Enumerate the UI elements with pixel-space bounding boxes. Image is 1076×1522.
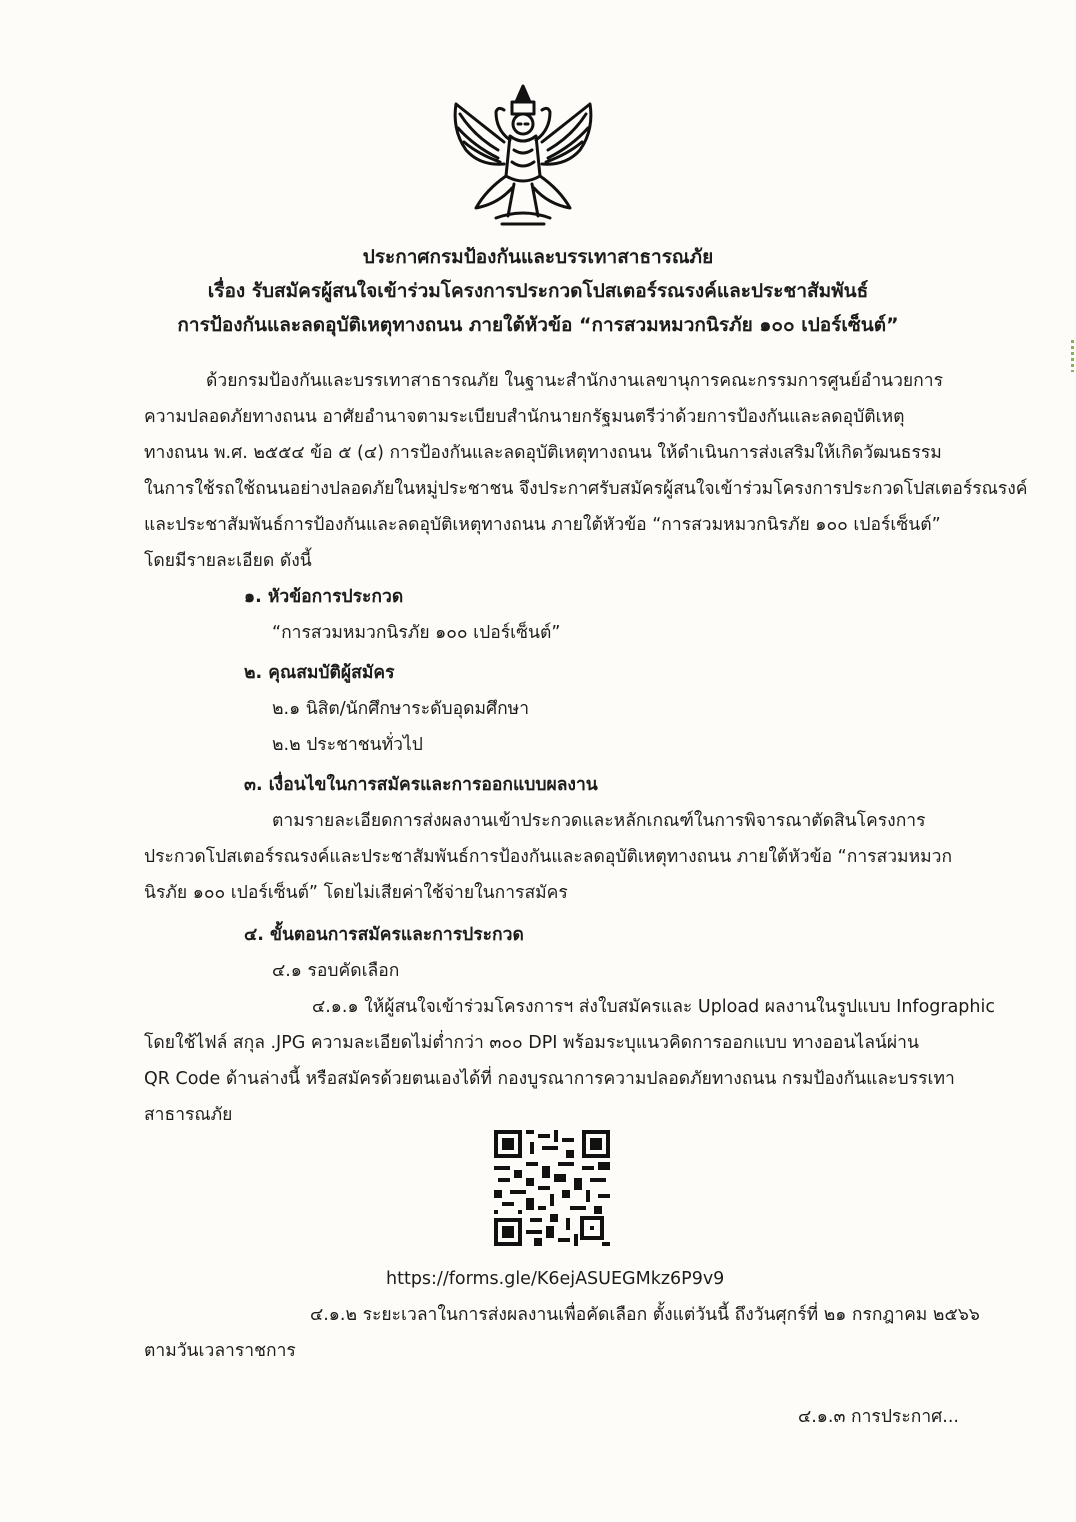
header-line-2: เรื่อง รับสมัครผู้สนใจเข้าร่วมโครงการประกวดโปสเตอร์รณรงค์และประชาสัมพันธ์ [207, 280, 869, 302]
garuda-emblem-icon [446, 80, 600, 230]
scan-edge-mark [1071, 340, 1074, 372]
section-2-item-2: ๒.๒ ประชาชนทั่วไป [272, 735, 423, 755]
section-3-line-2: ประกวดโปสเตอร์รณรงค์และประชาสัมพันธ์การป้องกันและลดอุบัติเหตุทางถนน ภายใต้หัวข้อ “การสวมหมวก [144, 847, 953, 867]
announcement-header [0, 240, 1076, 342]
intro-line-5: และประชาสัมพันธ์การป้องกันและลดอุบัติเหตุทางถนน ภายใต้หัวข้อ “การสวมหมวกนิรภัย ๑๐๐ เปอร์เซ็นต์” [144, 515, 941, 535]
intro-line-2: ความปลอดภัยทางถนน อาศัยอำนาจตามระเบียบสำนักนายกรัฐมนตรีว่าด้วยการป้องกันและลดอุบัติเหตุ [144, 407, 905, 427]
intro-line-4: ในการใช้รถใช้ถนนอย่างปลอดภัยในหมู่ประชาชน จึงประกาศรับสมัครผู้สนใจเข้าร่วมโครงการประกวดโปสเตอร์รณรงค์ [144, 479, 1028, 499]
section-4-line-3: QR Code ด้านล่างนี้ หรือสมัครด้วยตนเองได้ที่ กองบูรณาการความปลอดภัยทางถนน กรมป้องกันและบรรเทา [144, 1069, 955, 1089]
header-line-1: ประกาศกรมป้องกันและบรรเทาสาธารณภัย [362, 246, 714, 268]
section-2-heading: ๒. คุณสมบัติผู้สมัคร [244, 663, 395, 683]
section-4-heading: ๔. ขั้นตอนการสมัครและการประกวด [244, 925, 524, 945]
section-2-item-1: ๒.๑ นิสิต/นักศึกษาระดับอุดมศึกษา [272, 699, 530, 719]
section-3-heading: ๓. เงื่อนไขในการสมัครและการออกแบบผลงาน [244, 775, 598, 795]
section-4-line-2: โดยใช้ไฟล์ สกุล .JPG ความละเอียดไม่ต่ำกว่า ๓๐๐ DPI พร้อมระบุแนวคิดการออกแบบ ทางออนไลน์ผ่าน [144, 1033, 919, 1053]
registration-qr-code[interactable] [494, 1130, 610, 1246]
section-4-deadline-line-1: ๔.๑.๒ ระยะเวลาในการส่งผลงานเพื่อคัดเลือก ตั้งแต่วันนี้ ถึงวันศุกร์ที่ ๒๑ กรกฎาคม ๒๕๖๖ [310, 1305, 980, 1325]
section-3-line-3: นิรภัย ๑๐๐ เปอร์เซ็นต์” โดยไม่เสียค่าใช้จ่ายในการสมัคร [144, 883, 568, 903]
intro-line-3: ทางถนน พ.ศ. ๒๕๕๔ ข้อ ๕ (๔) การป้องกันและลดอุบัติเหตุทางถนน ให้ดำเนินการส่งเสริมให้เกิดวัฒนธรรม [144, 443, 942, 463]
section-4-deadline-line-2: ตามวันเวลาราชการ [144, 1341, 296, 1361]
registration-url-link[interactable]: https://forms.gle/K6ejASUEGMkz6P9v9 [386, 1269, 725, 1289]
header-line-3: การป้องกันและลดอุบัติเหตุทางถนน ภายใต้หัวข้อ “การสวมหมวกนิรภัย ๑๐๐ เปอร์เซ็นต์” [177, 314, 899, 336]
section-4-sub-1: ๔.๑ รอบคัดเลือก [272, 961, 400, 981]
section-1-text: “การสวมหมวกนิรภัย ๑๐๐ เปอร์เซ็นต์” [272, 623, 561, 643]
section-4-line-1: ๔.๑.๑ ให้ผู้สนใจเข้าร่วมโครงการฯ ส่งใบสมัครและ Upload ผลงานในรูปแบบ Infographic [312, 997, 995, 1017]
intro-line-1: ด้วยกรมป้องกันและบรรเทาสาธารณภัย ในฐานะสำนักงานเลขานุการคณะกรรมการศูนย์อำนวยการ [206, 371, 944, 391]
section-1-heading: ๑. หัวข้อการประกวด [244, 587, 404, 607]
page-continuation: ๔.๑.๓ การประกาศ... [798, 1407, 959, 1427]
intro-line-6: โดยมีรายละเอียด ดังนี้ [144, 551, 312, 571]
section-4-line-4: สาธารณภัย [144, 1105, 233, 1125]
section-3-line-1: ตามรายละเอียดการส่งผลงานเข้าประกวดและหลักเกณฑ์ในการพิจารณาตัดสินโครงการ [272, 811, 926, 831]
